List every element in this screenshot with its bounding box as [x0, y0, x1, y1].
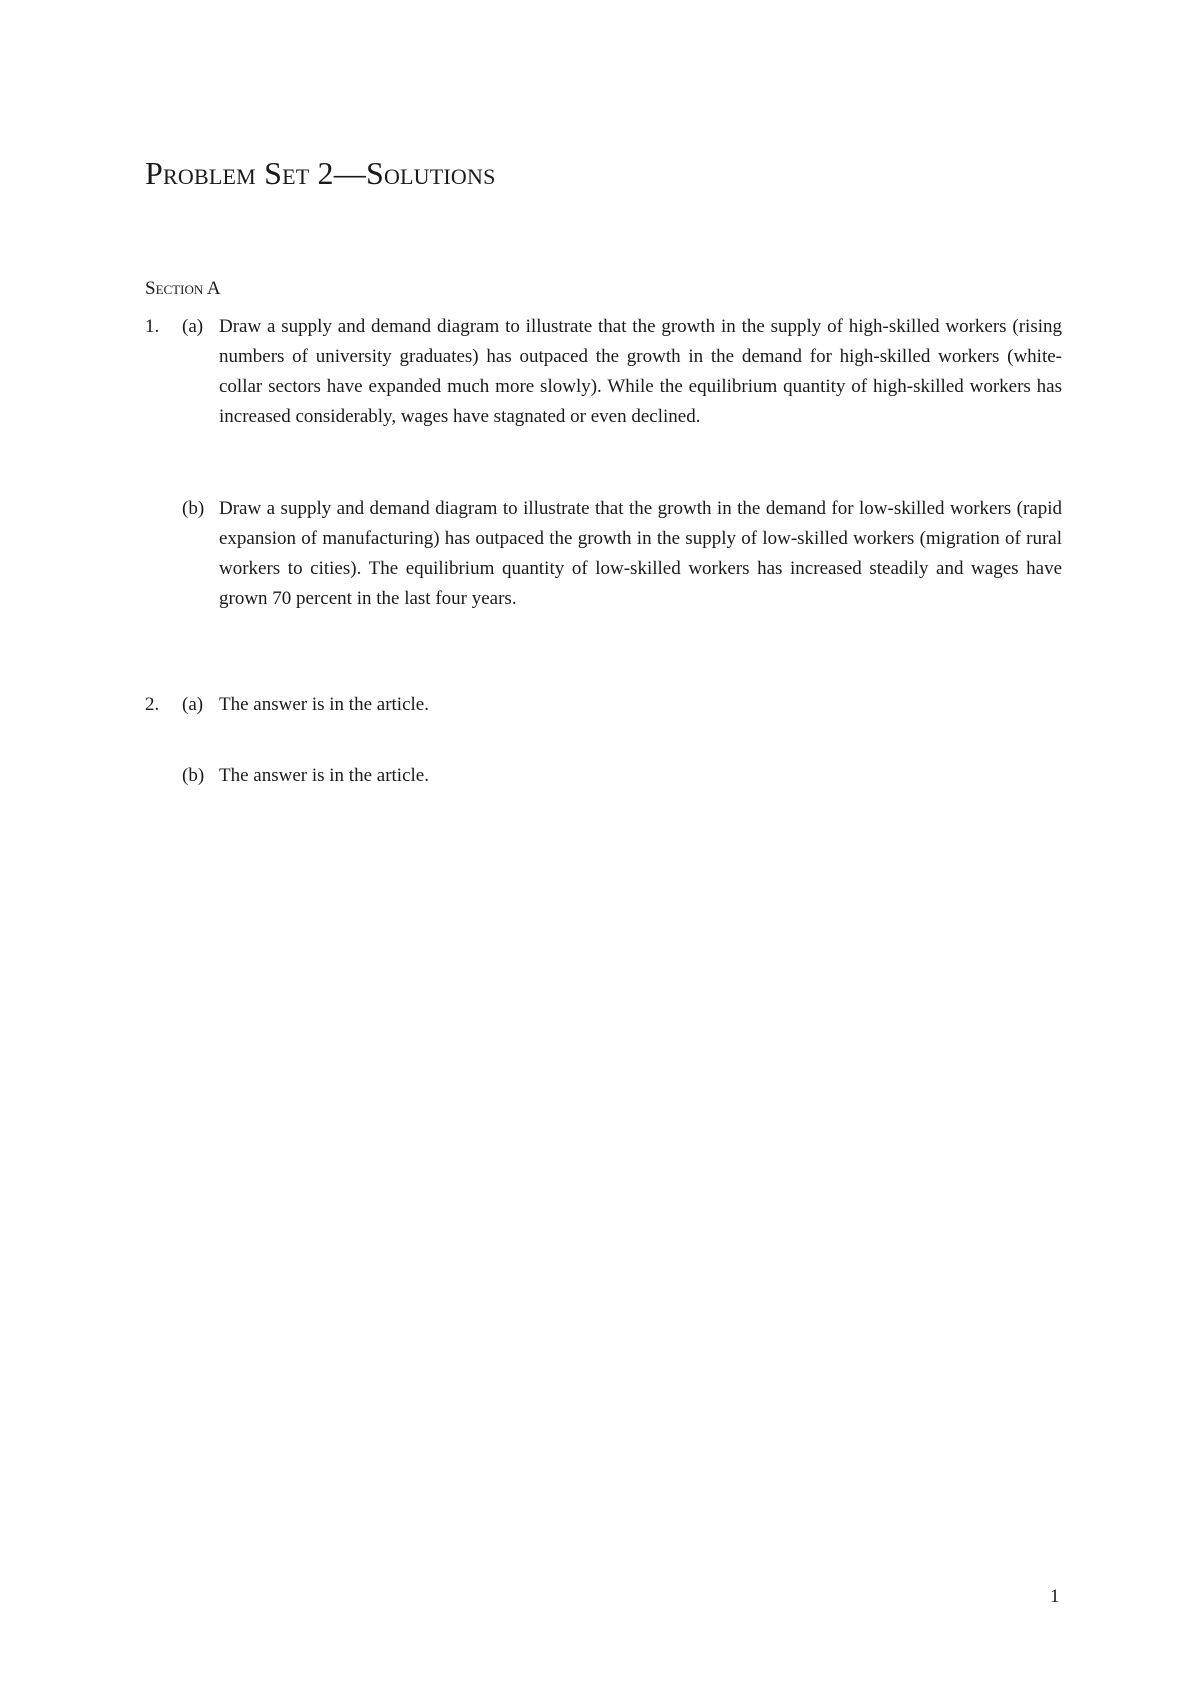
page-title: Problem Set 2—Solutions — [145, 155, 496, 191]
section-heading: Section A — [145, 278, 221, 299]
part-label: (b) — [182, 498, 205, 519]
page-number: 1 — [1050, 1586, 1060, 1607]
question-number: 1. — [145, 316, 160, 337]
part-text: Draw a supply and demand diagram to illustrate that the growth in the demand for low-skilled workers (rapid expansion of manufacturing) has outpaced the growth in the supply of low-skilled workers (migration of rural workers to cities). The equilibrium quantity of low-skilled workers has increased steadily and wages have grown 70 percent in the last four years. — [219, 498, 1062, 609]
part-label: (b) — [182, 765, 205, 786]
part-text: The answer is in the article. — [219, 694, 429, 715]
part-text: The answer is in the article. — [219, 765, 429, 786]
part-label: (a) — [182, 694, 204, 715]
part-label: (a) — [182, 316, 204, 337]
part-text: Draw a supply and demand diagram to illustrate that the growth in the supply of high-skilled workers (rising numbers of university graduates) has outpaced the growth in the demand for high-skilled workers (white-collar sectors have expanded much more slowly). While the equilibrium quantity of high-skilled workers has increased considerably, wages have stagnated or even declined. — [219, 316, 1062, 427]
question-number: 2. — [145, 694, 160, 715]
